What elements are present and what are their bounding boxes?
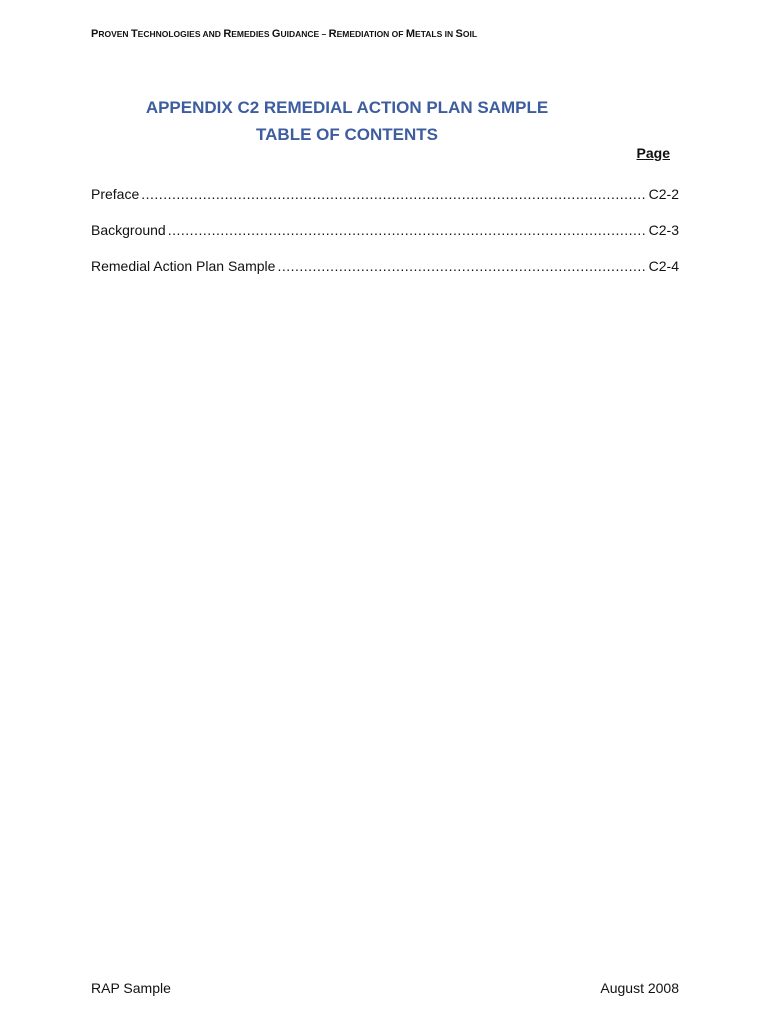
header-part: GUIDANCE – xyxy=(271,28,329,40)
footer-date: August 2008 xyxy=(600,980,679,996)
toc-entry-label: Preface xyxy=(91,186,140,202)
dot-leader xyxy=(277,258,646,274)
header-part: REMEDIATION OF xyxy=(328,28,406,40)
toc-heading: TABLE OF CONTENTS xyxy=(256,125,438,144)
toc-entry-label: Remedial Action Plan Sample xyxy=(91,258,276,274)
toc-entry-preface[interactable] xyxy=(91,186,679,222)
header-part: SOIL xyxy=(455,28,478,40)
table-of-contents xyxy=(91,186,679,294)
toc-entry-rap-sample[interactable] xyxy=(91,258,679,294)
header-part: REMEDIES xyxy=(223,28,272,40)
dot-leader xyxy=(168,222,647,238)
dot-leader xyxy=(141,186,646,202)
page-column-label: Page xyxy=(636,145,670,161)
header-part: METALS IN xyxy=(405,28,456,40)
footer-document-name: RAP Sample xyxy=(91,980,171,996)
header-part: TECHNOLOGIES AND xyxy=(130,28,224,40)
running-header xyxy=(91,28,477,40)
toc-entry-page: C2-4 xyxy=(648,258,679,274)
toc-entry-label: Background xyxy=(91,222,166,238)
document-title xyxy=(0,94,694,148)
appendix-title: APPENDIX C2 REMEDIAL ACTION PLAN SAMPLE xyxy=(145,98,549,117)
toc-entry-page: C2-3 xyxy=(648,222,679,238)
toc-entry-background[interactable] xyxy=(91,222,679,258)
toc-entry-page: C2-2 xyxy=(648,186,679,202)
header-part: PROVEN xyxy=(91,28,131,40)
